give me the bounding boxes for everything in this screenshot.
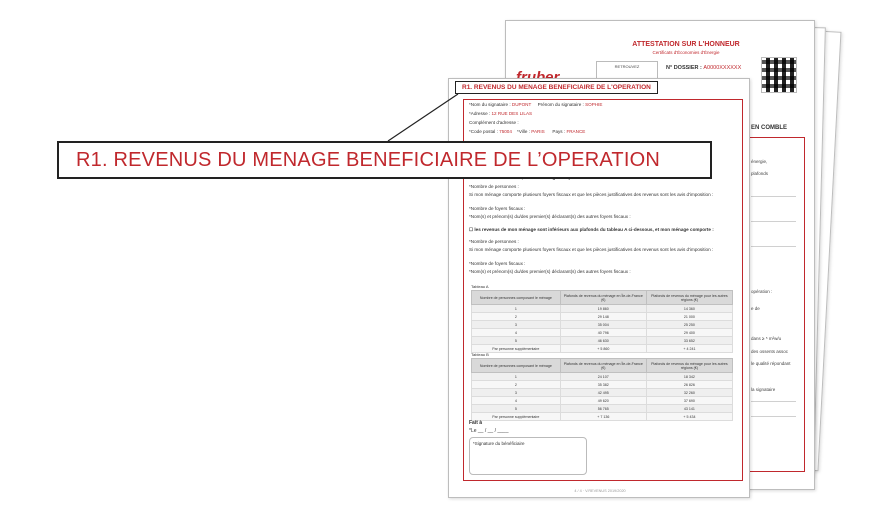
table-row: 5 56 765 43 141 [472, 405, 733, 413]
form-line [751, 221, 796, 222]
pays-value: FRANCE [566, 129, 586, 134]
prenom-value: SOPHIE [585, 102, 603, 107]
table-row: 5 46 630 33 652 [472, 337, 733, 345]
dossier-label: N° DOSSIER : [666, 65, 702, 71]
table-row: 3 42 495 32 260 [472, 389, 733, 397]
table-row: 2 29 148 21 000 [472, 313, 733, 321]
table-header: Plafonds de revenus du ménage pour les autres régions (€) [646, 359, 732, 373]
table-row: 4 49 620 37 690 [472, 397, 733, 405]
nombre-personnes-2: *Nombre de personnes : [469, 239, 519, 244]
dossier-value: A0000XXXXXX [703, 65, 742, 71]
table-b [471, 358, 733, 421]
side-snippet: opération : [751, 289, 773, 294]
date-line [469, 428, 509, 434]
date-label: *Le [469, 428, 477, 434]
section-title: R1. REVENUS DU MENAGE BENEFICIAIRE DE L'OPERATION [455, 81, 658, 94]
foyers-text-1: Si mon ménage comporte plusieurs foyers fiscaux et que les pièces justificatives des revenus sont les avis d'imposition : [469, 192, 714, 197]
callout-box [57, 141, 712, 179]
declarants-1: *Nom(s) et prénom(s) du/des premier(s) déclarant(s) des autres foyers fiscaux : [469, 214, 631, 219]
foyers-text-2: Si mon ménage comporte plusieurs foyers fiscaux et que les pièces justificatives des revenus sont les avis d'imposition : [469, 247, 714, 252]
table-header: Nombre de personnes composant le ménage [472, 291, 561, 305]
nombre-personnes-1: *Nombre de personnes : [469, 184, 519, 189]
table-row: 3 35 004 25 250 [472, 321, 733, 329]
cp-ville-line [469, 129, 585, 134]
signataire-label: *Nom du signataire : [469, 102, 511, 107]
table-a-caption: Tableau A [471, 284, 489, 289]
reference-box-label: RETROUVEZ [614, 64, 640, 69]
side-snippet: e de [751, 306, 760, 311]
side-snippet: la signataire [751, 387, 776, 392]
table-header: Nombre de personnes composant le ménage [472, 359, 561, 373]
side-snippet: énergie, [751, 159, 768, 164]
back-page-title: ATTESTATION SUR L'HONNEUR [632, 41, 740, 48]
form-line [751, 246, 796, 247]
declarants-2: *Nom(s) et prénom(s) du/des premier(s) déclarant(s) des autres foyers fiscaux : [469, 269, 631, 274]
nombre-foyers-1: *Nombre de foyers fiscaux : [469, 206, 526, 211]
complement-line: Complément d'adresse : [469, 120, 519, 125]
page-footer: 4 / 4 · V.REVENUS 2019/2020 [574, 489, 626, 493]
ville-value: PARIS [531, 129, 545, 134]
dossier-number [666, 65, 741, 71]
side-snippet: plafonds [751, 171, 769, 176]
table-row: 1 19 860 14 360 [472, 305, 733, 313]
side-snippet: le qualité répondant [751, 361, 791, 366]
signataire-line [469, 102, 602, 107]
table-b-caption: Tableau B [471, 352, 489, 357]
cp-label: *Code postal : [469, 129, 498, 134]
adresse-line [469, 111, 532, 116]
form-line [751, 416, 796, 417]
reference-box [596, 61, 658, 79]
pays-label: Pays : [552, 129, 566, 134]
back-page-right-frame [741, 137, 805, 472]
table-row: Par personne supplémentaire + 7 136 + 5 434 [472, 413, 733, 421]
table-header: Plafonds de revenus du ménage en Île-de-France (€) [560, 359, 646, 373]
qr-code-icon [761, 57, 797, 93]
table-row: 2 35 382 26 826 [472, 381, 733, 389]
signature-label: *Signature du bénéficiaire [473, 441, 525, 446]
form-line [751, 401, 796, 402]
table-row: 1 24 107 18 342 [472, 373, 733, 381]
table-header: Plafonds de revenus du ménage en Île-de-France (€) [560, 291, 646, 305]
back-page-subtitle: Certificats d'Économies d'Énergie [652, 50, 720, 55]
side-snippet: dans ≥ ⁵ m²w/u [751, 336, 782, 341]
combles-heading: EN COMBLE [751, 125, 787, 131]
section2-title: ☐ les revenus de mon ménage sont inférieurs aux plafonds du tableau A ci-dessous, et mon ménage comporte : [469, 227, 714, 232]
form-line [751, 196, 796, 197]
callout-text: R1. REVENUS DU MENAGE BENEFICIAIRE DE L’OPERATION [76, 149, 660, 171]
prenom-label: Prénom du signataire : [537, 102, 584, 107]
table-row: Par personne supplémentaire + 5 860 + 4 241 [472, 345, 733, 353]
adresse-value: 12 RUE DES LILAS [491, 111, 533, 116]
ville-label: *Ville : [517, 129, 530, 134]
side-snippet: des ossents assoc [751, 349, 789, 354]
table-a [471, 290, 733, 353]
table-header: Plafonds de revenus du ménage pour les autres régions (€) [646, 291, 732, 305]
table-row: 4 40 796 29 400 [472, 329, 733, 337]
nombre-foyers-2: *Nombre de foyers fiscaux : [469, 261, 526, 266]
signature-box [469, 437, 587, 475]
cp-value: 75004 [499, 129, 512, 134]
fait-a-label: Fait à [469, 420, 483, 426]
adresse-label: *Adresse : [469, 111, 491, 116]
signataire-value: DUPONT [511, 102, 532, 107]
date-value: __ / __ / ____ [477, 428, 509, 434]
